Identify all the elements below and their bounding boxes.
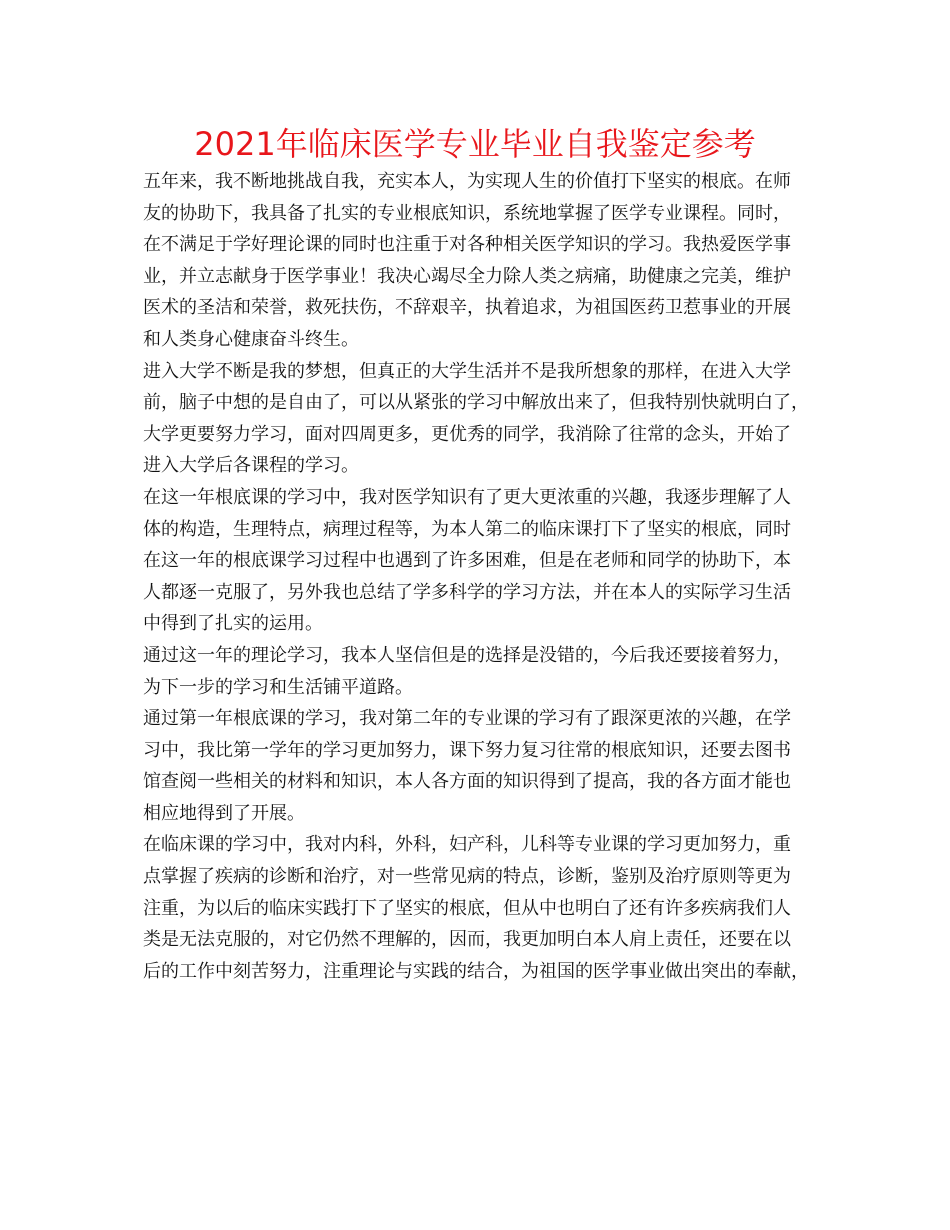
body-line: 业，并立志献身于医学事业！我决心竭尽全力除人类之病痛，助健康之完美，维护 [143, 265, 791, 287]
body-line: 进入大学后各课程的学习。 [143, 455, 359, 477]
body-line: 中得到了扎实的运用。 [143, 613, 323, 635]
body-line: 习中，我比第一学年的学习更加努力，课下努力复习往常的根底知识，还要去图书 [143, 739, 791, 761]
body-line: 进入大学不断是我的梦想，但真正的大学生活并不是我所想象的那样，在进入大学 [143, 360, 791, 382]
body-line: 大学更要努力学习，面对四周更多，更优秀的同学，我消除了往常的念头，开始了 [143, 423, 791, 445]
body-line: 类是无法克服的，对它仍然不理解的，因而，我更加明白本人肩上责任，还要在以 [143, 929, 791, 951]
body-line: 人都逐一克服了，另外我也总结了学多科学的学习方法，并在本人的实际学习生活 [143, 581, 791, 603]
body-line: 馆查阅一些相关的材料和知识，本人各方面的知识得到了提高，我的各方面才能也 [143, 771, 791, 793]
body-line: 在临床课的学习中，我对内科，外科，妇产科，儿科等专业课的学习更加努力，重 [143, 834, 791, 856]
body-line: 在这一年的根底课学习过程中也遇到了许多困难，但是在老师和同学的协助下，本 [143, 550, 791, 572]
body-line: 和人类身心健康奋斗终生。 [143, 328, 359, 350]
body-line: 通过第一年根底课的学习，我对第二年的专业课的学习有了跟深更浓的兴趣，在学 [143, 708, 791, 730]
body-line: 为下一步的学习和生活铺平道路。 [143, 676, 413, 698]
document-body [143, 166, 815, 987]
body-line: 后的工作中刻苦努力，注重理论与实践的结合，为祖国的医学事业做出突出的奉献， [143, 960, 809, 982]
body-line: 点掌握了疾病的诊断和治疗，对一些常见病的特点，诊断，鉴别及治疗原则等更为 [143, 866, 791, 888]
body-line: 通过这一年的理论学习，我本人坚信但是的选择是没错的，今后我还要接着努力， [143, 644, 791, 666]
body-line: 五年来，我不断地挑战自我，充实本人，为实现人生的价值打下坚实的根底。在师 [143, 171, 791, 192]
body-line: 前，脑子中想的是自由了，可以从紧张的学习中解放出来了，但我特别快就明白了， [143, 392, 809, 414]
body-line: 在这一年根底课的学习中，我对医学知识有了更大更浓重的兴趣，我逐步理解了人 [143, 486, 791, 508]
body-line: 在不满足于学好理论课的同时也注重于对各种相关医学知识的学习。我热爱医学事 [143, 234, 791, 256]
body-line: 相应地得到了开展。 [143, 802, 305, 824]
body-line: 友的协助下，我具备了扎实的专业根底知识，系统地掌握了医学专业课程。同时， [143, 202, 791, 224]
document-title: 2021年临床医学专业毕业自我鉴定参考 [194, 125, 756, 163]
body-line: 体的构造，生理特点，病理过程等，为本人第二的临床课打下了坚实的根底，同时 [143, 518, 791, 540]
body-line: 医术的圣洁和荣誉，救死扶伤，不辞艰辛，执着追求，为祖国医药卫惹事业的开展 [143, 297, 791, 319]
body-line: 注重，为以后的临床实践打下了坚实的根底，但从中也明白了还有许多疾病我们人 [143, 897, 791, 919]
